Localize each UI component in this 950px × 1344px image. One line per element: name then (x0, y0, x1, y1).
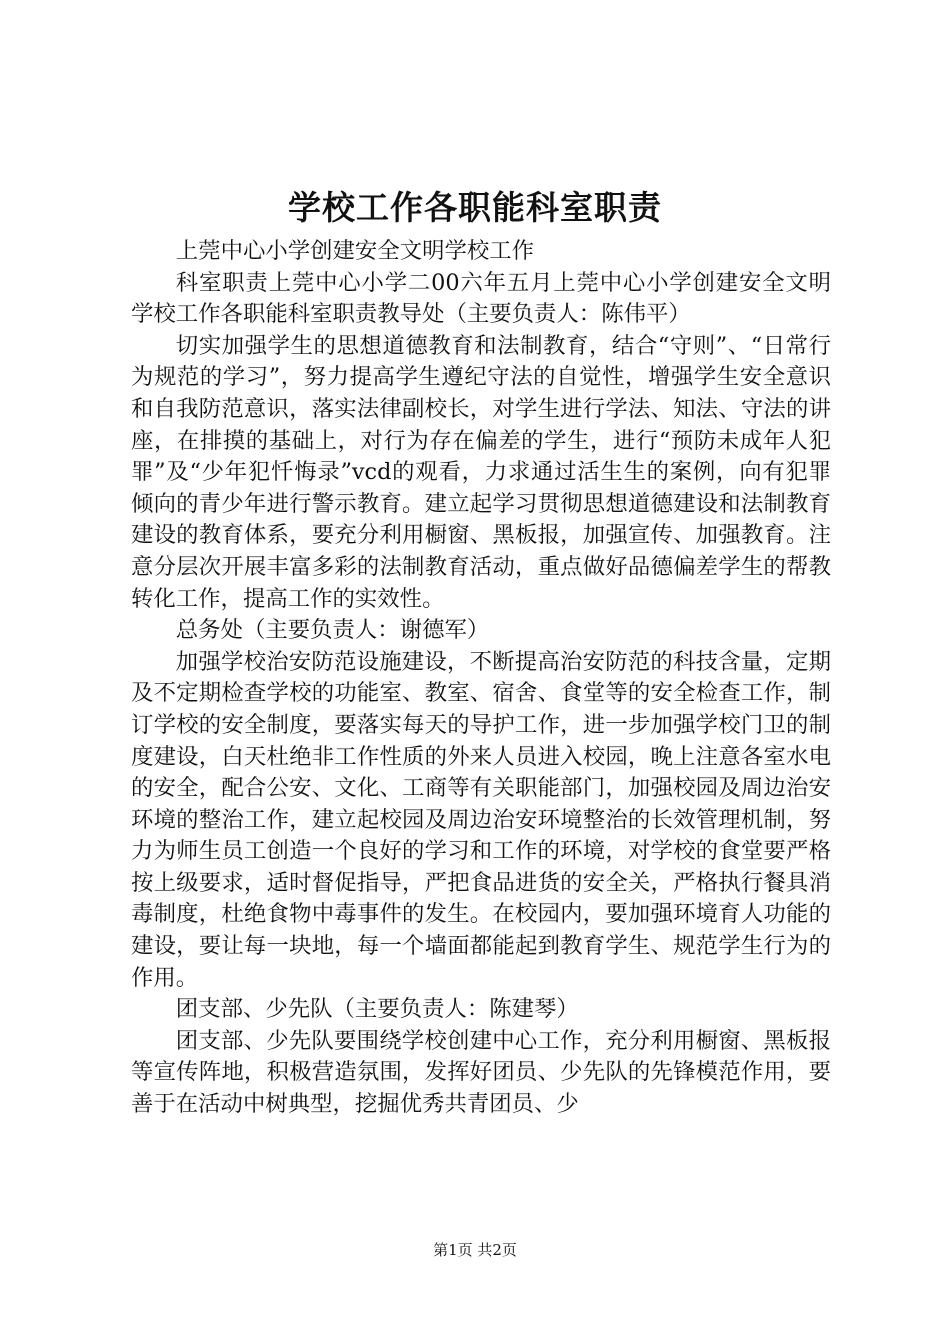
document-body (131, 236, 831, 1121)
paragraph: 科室职责上莞中心小学二00六年五月上莞中心小学创建安全文明学校工作各职能科室职责教导处（主要负责人：陈伟平） (131, 269, 831, 328)
section-heading: 团支部、少先队（主要负责人：陈建琴） (175, 996, 579, 1023)
paragraph: 加强学校治安防范设施建设，不断提高治安防范的科技含量，定期及不定期检查学校的功能室、教室、宿舍、食堂等的安全检查工作，制订学校的安全制度，要落实每天的导护工作，进一步加强学校门卫的制度建设，白天杜绝非工作性质的外来人员进入校园，晚上注意各室水电的安全，配合公安、文化、工商等有关职能部门，加强校园及周边治安环境的整治工作，建立起校园及周边治安环境整治的长效管理机制，努力为师生员工创造一个良好的学习和工作的环境，对学校的食堂要严格按上级要求，适时督促指导，严把食品进货的安全关，严格执行餐具消毒制度，杜绝食物中毒事件的发生。在校园内，要加强环境育人功能的建设，要让每一块地，每一个墙面都能起到教育学生、规范学生行为的作用。 (131, 648, 831, 991)
page-footer: 第1页 共2页 (433, 1241, 517, 1259)
paragraph: 团支部、少先队要围绕学校创建中心工作，充分利用橱窗、黑板报等宣传阵地，积极营造氛围，发挥好团员、少先队的先锋模范作用，要善于在活动中树典型，挖掘优秀共青团员、少 (131, 1027, 831, 1118)
paragraph: 切实加强学生的思想道德教育和法制教育，结合“守则”、“日常行为规范的学习”，努力提高学生遵纪守法的自觉性，增强学生安全意识和自我防范意识，落实法律副校长，对学生进行学法、知法、守法的讲座，在排摸的基础上，对行为存在偏差的学生，进行“预防未成年人犯罪”及“少年犯忏悔录”vcd的观看，力求通过活生生的案例，向有犯罪倾向的青少年进行警示教育。建立起学习贯彻思想道德建设和法制教育建设的教育体系，要充分利用橱窗、黑板报，加强宣传、加强教育。注意分层次开展丰富多彩的法制教育活动，重点做好品德偏差学生的帮教转化工作，提高工作的实效性。 (131, 332, 831, 612)
document-title: 学校工作各职能科室职责 (288, 188, 662, 227)
paragraph: 上莞中心小学创建安全文明学校工作 (175, 238, 535, 264)
section-heading: 总务处（主要负责人：谢德军） (175, 617, 490, 644)
